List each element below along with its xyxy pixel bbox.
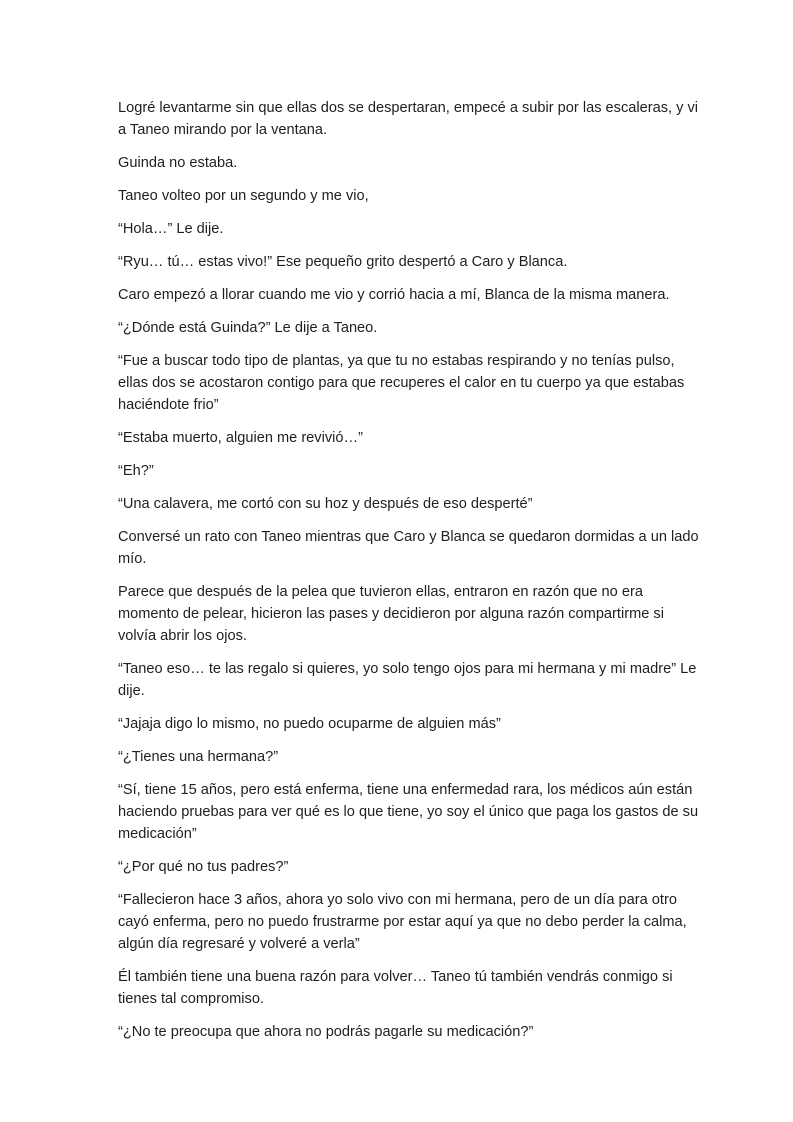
paragraph: “Eh?” — [118, 463, 154, 479]
paragraph: “Ryu… tú… estas vivo!” Ese pequeño grito despertó a Caro y Blanca. — [118, 254, 568, 270]
paragraph: Taneo volteo por un segundo y me vio, — [118, 188, 369, 204]
paragraph: “Taneo eso… te las regalo si quieres, yo solo tengo ojos para mi hermana y mi madre” Le dije. — [118, 661, 697, 699]
paragraph: “Fallecieron hace 3 años, ahora yo solo vivo con mi hermana, pero de un día para otro cayó enferma, pero no puedo frustrarme por estar aquí ya que no debo perder la calma, algún día regresaré y volveré a verla” — [118, 892, 687, 952]
paragraph: Guinda no estaba. — [118, 155, 238, 171]
paragraph: Él también tiene una buena razón para volver… Taneo tú también vendrás conmigo si tienes tal compromiso. — [118, 969, 673, 1007]
paragraph: “¿Dónde está Guinda?” Le dije a Taneo. — [118, 320, 378, 336]
paragraph: “Fue a buscar todo tipo de plantas, ya que tu no estabas respirando y no tenías pulso, ellas dos se acostaron contigo para que recuperes el calor en tu cuerpo ya que estabas haciéndote frio” — [118, 353, 685, 413]
paragraph: “Estaba muerto, alguien me revivió…” — [118, 430, 363, 446]
paragraph: “¿Tienes una hermana?” — [118, 749, 279, 765]
paragraph: “Sí, tiene 15 años, pero está enferma, tiene una enfermedad rara, los médicos aún están haciendo pruebas para ver qué es lo que tiene, yo soy el único que paga los gastos de su medicación” — [118, 782, 699, 842]
paragraph: “Una calavera, me cortó con su hoz y después de eso desperté” — [118, 496, 533, 512]
paragraph: “Jajaja digo lo mismo, no puedo ocuparme de alguien más” — [118, 716, 501, 732]
paragraph: Logré levantarme sin que ellas dos se despertaran, empecé a subir por las escaleras, y vi a Taneo mirando por la ventana. — [118, 100, 699, 138]
paragraph: “Hola…” Le dije. — [118, 221, 224, 237]
paragraph: Conversé un rato con Taneo mientras que Caro y Blanca se quedaron dormidas a un lado mío. — [118, 529, 699, 567]
paragraph: Caro empezó a llorar cuando me vio y corrió hacia a mí, Blanca de la misma manera. — [118, 287, 670, 303]
paragraph: “¿No te preocupa que ahora no podrás pagarle su medicación?” — [118, 1024, 534, 1040]
paragraph: “¿Por qué no tus padres?” — [118, 859, 289, 875]
paragraph: Parece que después de la pelea que tuvieron ellas, entraron en razón que no era momento de pelear, hicieron las pases y decidieron por alguna razón compartirme si volvía abrir los ojos. — [118, 584, 664, 644]
document-body — [118, 97, 700, 1054]
